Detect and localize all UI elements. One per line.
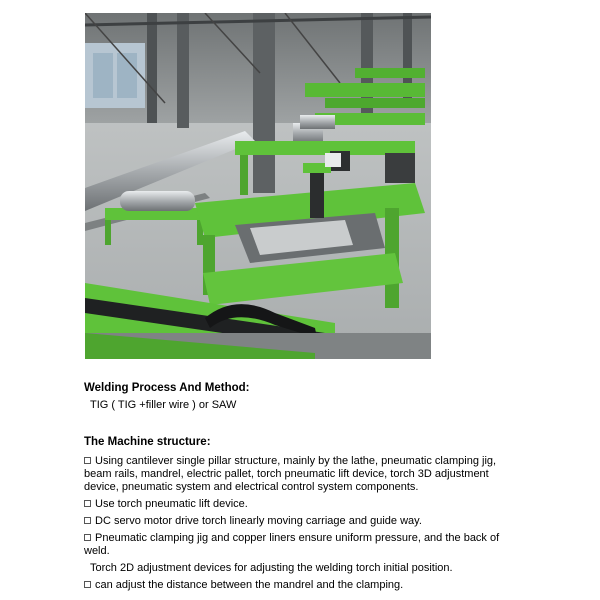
structure-item: DC servo motor drive torch linearly moving carriage and guide way. [84, 515, 504, 528]
checkbox-icon [84, 500, 91, 507]
checkbox-icon [84, 581, 91, 588]
checkbox-icon [84, 534, 91, 541]
welding-machine-photo [85, 13, 431, 359]
checkbox-icon [84, 517, 91, 524]
checkbox-icon [84, 457, 91, 464]
factory-floor-illustration [85, 13, 431, 359]
structure-item: Use torch pneumatic lift device. [84, 498, 504, 511]
welding-method-text: TIG ( TIG +filler wire ) or SAW [90, 399, 237, 411]
structure-item: Using cantilever single pillar structure, mainly by the lathe, pneumatic clamping jig, beam rails, mandrel, electric pallet, torch pneumatic lift device, torch 3D adjustment device, pneumatic system and electrical control system components. [84, 455, 497, 493]
structure-item: can adjust the distance between the mandrel and the clamping. [84, 579, 504, 592]
structure-item: Torch 2D adjustment devices for adjusting the welding torch initial position. [90, 562, 453, 574]
product-description [84, 382, 504, 596]
machine-structure-heading: The Machine structure: [84, 436, 211, 448]
structure-item: Pneumatic clamping jig and copper liners ensure uniform pressure, and the back of weld. [84, 532, 500, 557]
welding-process-heading: Welding Process And Method: [84, 382, 250, 394]
